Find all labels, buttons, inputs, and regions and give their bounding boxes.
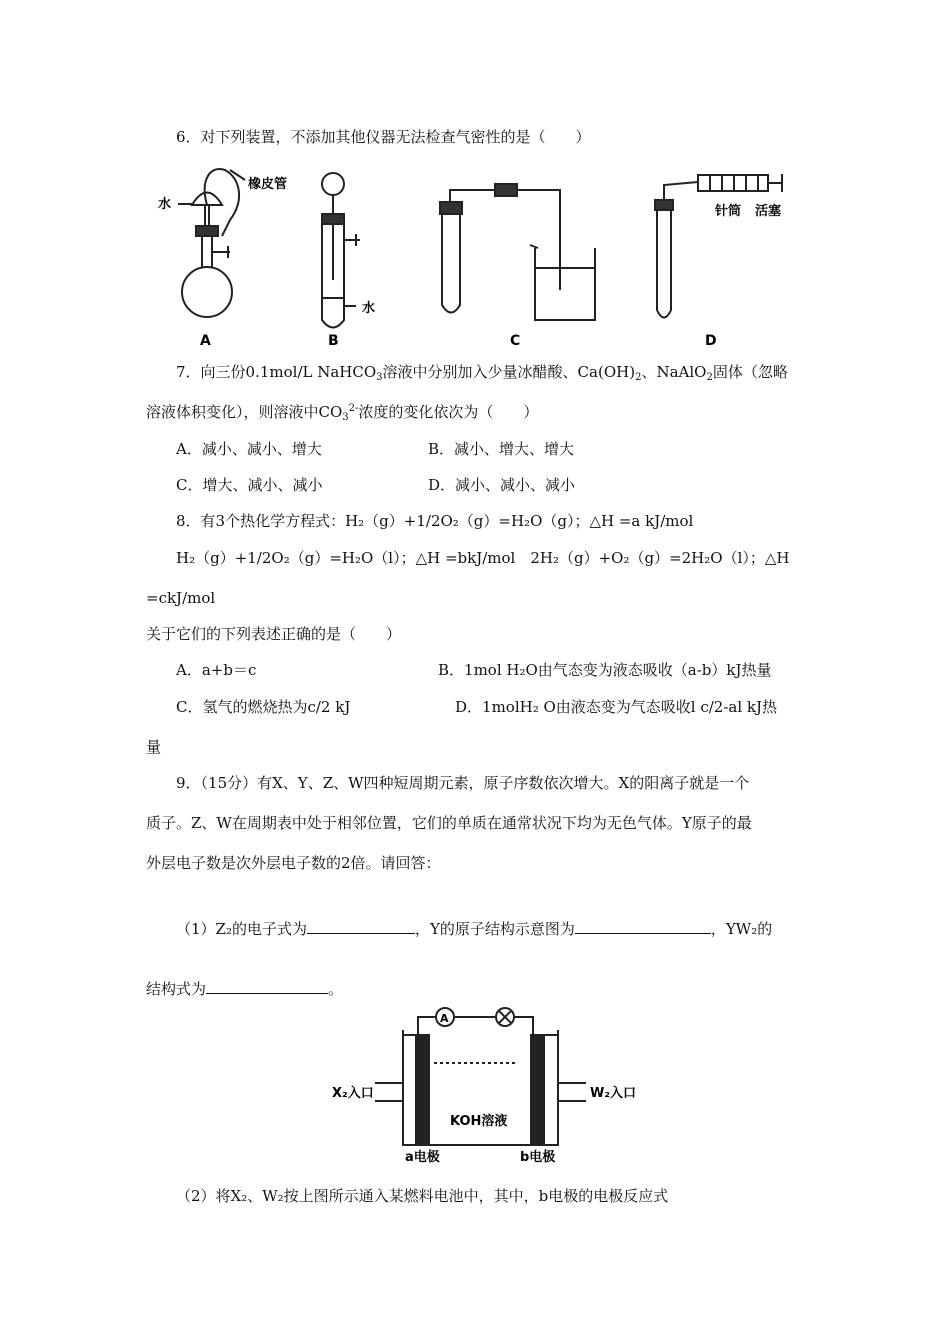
d-syringe-label: 针筒 — [715, 204, 742, 219]
a-electrode-label: a电极 — [405, 1150, 440, 1165]
q6-stem: 6．对下列装置，不添加其他仪器无法检查气密性的是（ ） — [176, 128, 591, 146]
ammeter-label: A — [440, 1012, 449, 1025]
q9-part-1: （1）Z₂的电子式为 ，Y的原子结构示意图为 ，YW₂的 — [176, 917, 772, 939]
fuel-cell-figure — [330, 1005, 637, 1165]
q8-option-d: D．1molH₂ O由液态变为气态吸收l c/2-al kJ热 — [455, 698, 778, 716]
q8-option-a: A．a+b＝c — [176, 661, 257, 679]
q8-option-b: B．1mol H₂O由气态变为液态吸收（a-b）kJ热量 — [438, 661, 772, 679]
electrolyte-label: KOH溶液 — [450, 1114, 508, 1129]
q9-line-3: 外层电子数是次外层电子数的2倍。请回答： — [146, 854, 441, 872]
q7-option-a: A．减小、减小、增大 — [176, 440, 322, 458]
d-plunger-label: 活塞 — [755, 204, 782, 219]
q8-question: 关于它们的下列表述正确的是（ ） — [146, 625, 402, 643]
q9-line-2: 质子。Z、W在周期表中处于相邻位置，它们的单质在通常状况下均为无色气体。Y原子的最 — [146, 814, 752, 832]
answer-blank-electron-formula[interactable] — [307, 917, 415, 934]
q8-equation-1: 8．有3个热化学方程式：H₂（g）+1/2O₂（g）=H₂O（g）；△H =a kJ/mol — [176, 512, 694, 530]
b-caption: B — [328, 333, 339, 349]
d-caption: D — [705, 333, 717, 349]
q9-line-1: 9．（15分）有X、Y、Z、W四种短周期元素，原子序数依次增大。X的阳离子就是一个 — [176, 774, 750, 792]
q7-option-d: D．减小、减小、减小 — [428, 476, 576, 494]
b-electrode-plate — [530, 1035, 545, 1145]
q9-part-2: （2）将X₂、W₂按上图所示通入某燃料电池中，其中，b电极的电极反应式 — [176, 1187, 669, 1205]
a-round-flask — [182, 267, 232, 317]
b-water-label: 水 — [362, 301, 376, 316]
q8-option-c: C．氢气的燃烧热为c/2 kJ — [176, 698, 351, 716]
q8-equation-2: H₂（g）+1/2O₂（g）=H₂O（l）；△H =bkJ/mol 2H₂（g）+O₂（g）=2H₂O（l）；△H — [176, 549, 790, 567]
a-electrode-plate — [415, 1035, 430, 1145]
answer-blank-atom-diagram[interactable] — [575, 917, 711, 934]
answer-blank-structural-formula[interactable] — [206, 977, 328, 994]
b-funnel-bulb — [322, 173, 344, 195]
a-water-label: 水 — [158, 197, 172, 212]
q7-option-b: B．减小、增大、增大 — [428, 440, 575, 458]
q8-equation-2-cont: =ckJ/mol — [146, 589, 216, 607]
q7-option-c: C．增大、减小、减小 — [176, 476, 323, 494]
b-electrode-label: b电极 — [520, 1150, 556, 1165]
q8-option-d-cont: 量 — [146, 738, 162, 756]
a-caption: A — [200, 333, 211, 349]
left-inlet-label: X₂入口 — [332, 1086, 374, 1101]
q7-line-2: 溶液体积变化），则溶液中$CO_3^{2-}$浓度的变化依次为（ ） — [146, 403, 539, 423]
q7-line-1: 7．向三份0.1mol/L NaHCO$_3$溶液中分别加入少量冰醋酸、$Ca(OH)_2$、NaAlO$_2$固体（忽略 — [176, 363, 788, 383]
right-inlet-label: W₂入口 — [590, 1086, 637, 1101]
a-rubber-tube-label: 橡皮管 — [248, 177, 288, 192]
q9-part-1-cont: 结构式为 。 — [146, 977, 343, 999]
q6-apparatus-figure — [150, 160, 810, 350]
c-caption: C — [510, 333, 521, 349]
